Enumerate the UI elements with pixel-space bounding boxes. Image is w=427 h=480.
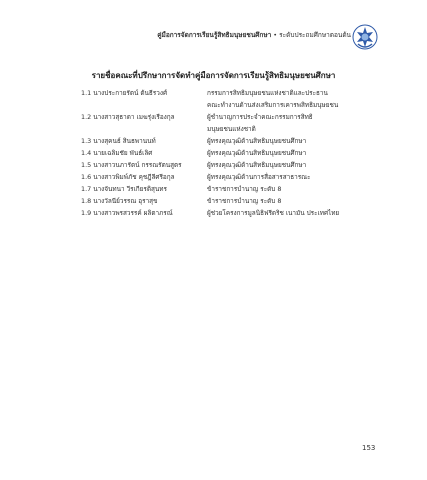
list-item bbox=[81, 171, 381, 183]
member-role: ผู้ช่วยโครงการมูลนิธิฟรีดริช เนามัน ประเทศไทย bbox=[207, 209, 340, 217]
member-role: ผู้ทรงคุณวุฒิด้านการสื่อสารสาธารณะ bbox=[207, 173, 311, 181]
member-name: 1.3 นางสุคนธ์ สินธพานนท์ bbox=[81, 137, 156, 145]
advisor-list bbox=[81, 87, 381, 219]
page-number: 153 bbox=[362, 444, 376, 452]
member-role: กรรมการสิทธิมนุษยชนแห่งชาติและประธาน bbox=[207, 89, 328, 97]
list-item bbox=[81, 159, 381, 171]
page-header bbox=[0, 24, 427, 50]
header-separator: • bbox=[273, 31, 278, 39]
list-item bbox=[81, 87, 381, 99]
member-name: 1.1 นางประกายรัตน์ ต้นธีรวงศ์ bbox=[81, 89, 167, 97]
member-role: ผู้ทรงคุณวุฒิด้านสิทธิมนุษยชนศึกษา bbox=[207, 137, 307, 145]
list-item bbox=[81, 111, 381, 123]
list-item bbox=[81, 147, 381, 159]
member-role: มนุษยชนแห่งชาติ bbox=[207, 125, 256, 133]
list-item bbox=[81, 99, 381, 111]
list-item bbox=[81, 183, 381, 195]
header-level: ระดับประถมศึกษาตอนต้น bbox=[279, 31, 351, 39]
member-role: ข้าราชการบำนาญ ระดับ 8 bbox=[207, 197, 282, 205]
list-item bbox=[81, 195, 381, 207]
commission-logo-icon bbox=[352, 24, 378, 50]
member-name: 1.4 นายเฉลิมชัย พันธ์เลิศ bbox=[81, 149, 153, 157]
member-role: คณะทำงานด้านส่งเสริมการเคารพสิทธิมนุษยชน bbox=[207, 101, 339, 109]
member-name: 1.5 นางสาวนภารัตน์ กรรณรัตนสูตร bbox=[81, 161, 182, 169]
list-item bbox=[81, 135, 381, 147]
member-name: 1.7 นางจันทนา วีรเกียรติสุนทร bbox=[81, 185, 167, 193]
member-name: 1.2 นางสาวสุธาดา เมฆรุ่งเรืองกุล bbox=[81, 113, 175, 121]
list-item bbox=[81, 123, 381, 135]
member-role: ผู้ทรงคุณวุฒิด้านสิทธิมนุษยชนศึกษา bbox=[207, 149, 307, 157]
member-name: 1.6 นางสาวพิมพ์ภัช คุชฎีลีศรีอกุล bbox=[81, 173, 175, 181]
member-role: ข้าราชการบำนาญ ระดับ 8 bbox=[207, 185, 282, 193]
member-name-spacer bbox=[81, 123, 207, 135]
member-role: ผู้ชำนาญการประจำคณะกรรมการสิทธิ bbox=[207, 113, 313, 121]
member-name-spacer bbox=[81, 99, 207, 111]
book-title: คู่มือการจัดการเรียนรู้สิทธิมนุษยชนศึกษา bbox=[157, 31, 272, 39]
member-name: 1.9 นางสาวพรสวรรค์ ผลิตาภรณ์ bbox=[81, 209, 173, 217]
member-role: ผู้ทรงคุณวุฒิด้านสิทธิมนุษยชนศึกษา bbox=[207, 161, 307, 169]
running-header bbox=[157, 30, 351, 40]
page-title: รายชื่อคณะที่ปรึกษาการจัดทำคู่มือการจัดการเรียนรู้สิทธิมนุษยชนศึกษา bbox=[91, 71, 336, 80]
member-name: 1.8 นางวัลนีย์วรรณ อุราสุข bbox=[81, 197, 158, 205]
list-item bbox=[81, 207, 381, 219]
